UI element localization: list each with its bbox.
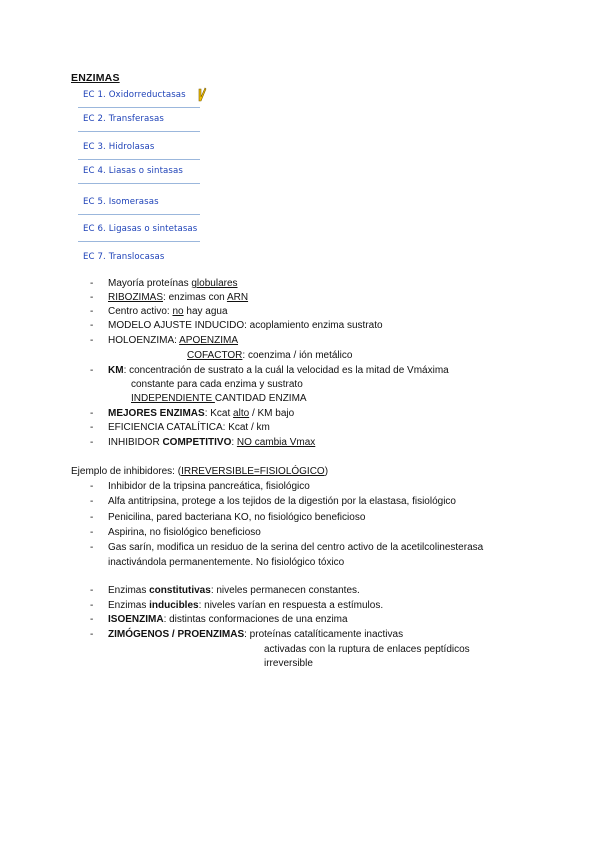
ec-label: EC 7. Translocasas	[83, 252, 165, 262]
ec-item-4	[78, 160, 200, 184]
bullet-modelo: MODELO AJUSTE INDUCIDO: acoplamiento enzima sustrato	[108, 320, 383, 331]
inhibitor-item: Alfa antitripsina, protege a los tejidos de la digestión por la elastasa, fisiológico	[108, 496, 456, 507]
bullet-globulares: Mayoría proteínas globulares	[108, 278, 238, 289]
inhibitor-item-line2: inactivándola permanentemente. No fisiológico tóxico	[108, 557, 345, 568]
bullet-dash: -	[90, 600, 94, 611]
inhibitor-item: Aspirina, no fisiológico beneficioso	[108, 527, 261, 538]
bullet-holoenzima: HOLOENZIMA: APOENZIMA	[108, 335, 239, 346]
ec-label: EC 6. Ligasas o sintetasas	[83, 224, 198, 234]
bullet-inhibidor: INHIBIDOR COMPETITIVO: NO cambia Vmax	[108, 437, 316, 448]
lightning-icon	[198, 87, 207, 103]
bullet-cofactor: COFACTOR: coenzima / ión metálico	[187, 350, 353, 361]
ec-item-6	[78, 218, 200, 242]
bullet-dash: -	[90, 496, 94, 507]
inhibitor-item: Penicilina, pared bacteriana KO, no fisiológico beneficioso	[108, 512, 366, 523]
ec-item-1	[78, 84, 200, 108]
bullet-dash: -	[90, 481, 94, 492]
bullet-km: KM: concentración de sustrato a la cuál la velocidad es la mitad de Vmáxima	[108, 365, 449, 376]
bullet-eficiencia: EFICIENCIA CATALÍTICA: Kcat / km	[108, 422, 270, 433]
bullet-centro-activo: Centro activo: no hay agua	[108, 306, 228, 317]
bullet-km-line3: INDEPENDIENTE CANTIDAD ENZIMA	[131, 393, 307, 404]
ec-item-5	[78, 191, 200, 215]
ec-item-2	[78, 108, 200, 132]
bullet-dash: -	[90, 365, 94, 376]
bullet-dash: -	[90, 278, 94, 289]
bullet-inducibles: Enzimas inducibles: niveles varían en respuesta a estímulos.	[108, 600, 384, 611]
bullet-dash: -	[90, 527, 94, 538]
ec-label: EC 2. Transferasas	[83, 114, 164, 124]
ec-label: EC 4. Liasas o sintasas	[83, 166, 183, 176]
inhibitors-heading: Ejemplo de inhibidores: (IRREVERSIBLE=FISIOLÓGICO)	[71, 466, 329, 477]
bullet-dash: -	[90, 542, 94, 553]
bullet-dash: -	[90, 320, 94, 331]
ec-label: EC 3. Hidrolasas	[83, 142, 155, 152]
page-title: ENZIMAS	[71, 72, 120, 84]
ec-label: EC 1. Oxidorreductasas	[83, 90, 186, 100]
bullet-mejores-enzimas: MEJORES ENZIMAS: Kcat alto / KM bajo	[108, 408, 295, 419]
ec-item-3	[78, 136, 200, 160]
bullet-dash: -	[90, 512, 94, 523]
bullet-dash: -	[90, 614, 94, 625]
bullet-dash: -	[90, 306, 94, 317]
bullet-dash: -	[90, 629, 94, 640]
bullet-zimogenos-line3: irreversible	[264, 658, 313, 669]
bullet-dash: -	[90, 585, 94, 596]
ec-item-7	[78, 246, 200, 269]
inhibitor-item: Gas sarín, modifica un residuo de la serina del centro activo de la acetilcolinesterasa	[108, 542, 484, 553]
bullet-zimogenos-line2: activadas con la ruptura de enlaces peptídicos	[264, 644, 470, 655]
bullet-dash: -	[90, 292, 94, 303]
bullet-isoenzima: ISOENZIMA: distintas conformaciones de una enzima	[108, 614, 348, 625]
bullet-constitutivas: Enzimas constitutivas: niveles permanecen constantes.	[108, 585, 360, 596]
inhibitor-item: Inhibidor de la tripsina pancreática, fisiológico	[108, 481, 310, 492]
bullet-zimogenos: ZIMÓGENOS / PROENZIMAS: proteínas catalíticamente inactivas	[108, 629, 404, 640]
bullet-dash: -	[90, 335, 94, 346]
bullet-km-line2: constante para cada enzima y sustrato	[131, 379, 303, 390]
bullet-dash: -	[90, 408, 94, 419]
bullet-dash: -	[90, 437, 94, 448]
bullet-dash: -	[90, 422, 94, 433]
bullet-ribozimas: RIBOZIMAS: enzimas con ARN	[108, 292, 249, 303]
ec-label: EC 5. Isomerasas	[83, 197, 159, 207]
